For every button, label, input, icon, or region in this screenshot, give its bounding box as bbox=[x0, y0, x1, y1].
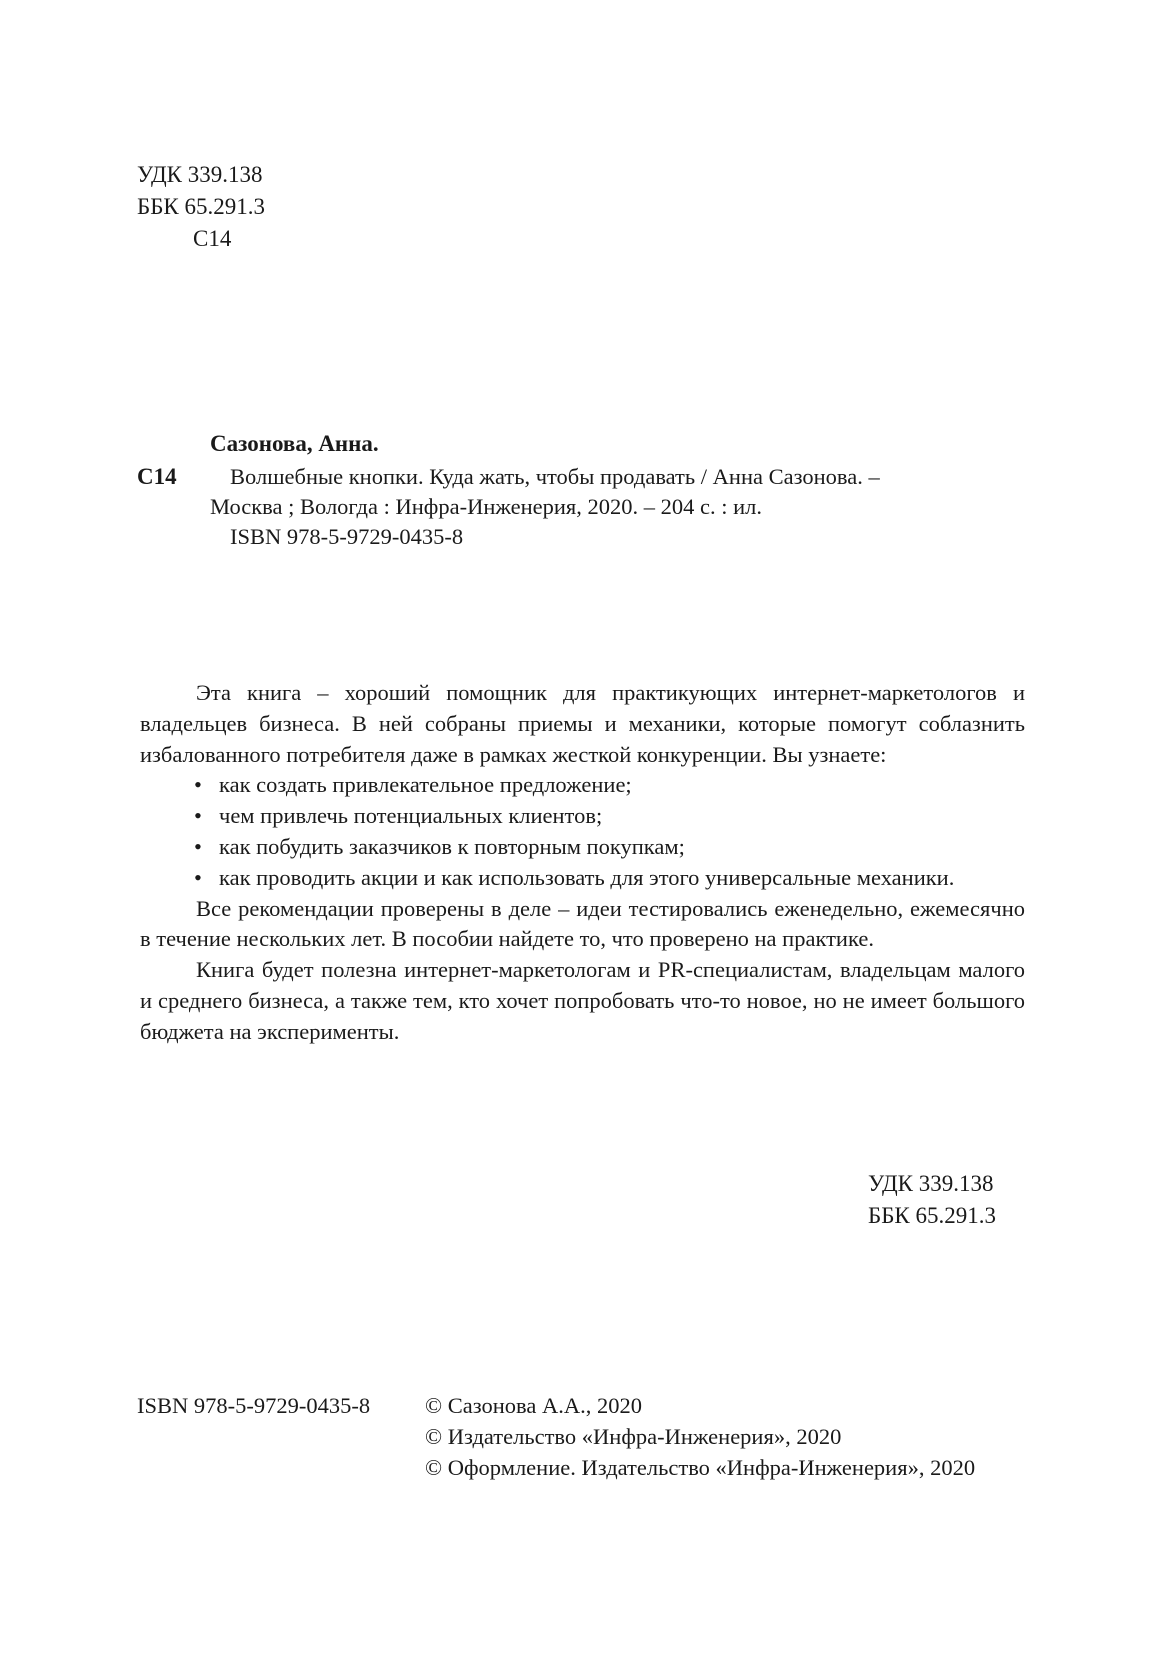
list-item-text: как побудить заказчиков к повторным покупкам; bbox=[219, 833, 685, 859]
list-item-text: как проводить акции и как использовать для этого универсальные механики. bbox=[219, 864, 955, 890]
list-item bbox=[140, 863, 1025, 894]
list-item bbox=[140, 832, 1025, 863]
bullet-icon: • bbox=[194, 772, 202, 798]
record-publication-line: Москва ; Вологда : Инфра-Инженерия, 2020. – 204 с. : ил. bbox=[210, 494, 763, 519]
author-heading: Сазонова, Анна. bbox=[210, 431, 379, 456]
record-title-line: Волшебные кнопки. Куда жать, чтобы продавать / Анна Сазонова. – bbox=[230, 464, 880, 489]
annotation-paragraph-3: Книга будет полезна интернет-маркетологам и PR-специалистам, владельцам малого и среднего бизнеса, а также тем, кто хочет попробовать что-то новое, но не имеет большого бюджета на эксперименты. bbox=[140, 957, 1025, 1044]
annotation-intro: Эта книга – хороший помощник для практикующих интернет-маркетологов и владельцев бизнеса. В ней собраны приемы и механики, которые помогут соблазнить избалованного потребителя даже в рамках жесткой конкуренции. Вы узнаете: bbox=[140, 680, 1025, 767]
copyright-line: © Сазонова А.А., 2020 bbox=[425, 1393, 642, 1418]
annotation-list bbox=[140, 770, 1025, 893]
udk-code: УДК 339.138 bbox=[868, 1171, 994, 1196]
record-isbn: ISBN 978-5-9729-0435-8 bbox=[230, 524, 464, 549]
annotation bbox=[140, 678, 1025, 1048]
bullet-icon: • bbox=[194, 833, 202, 859]
bullet-icon: • bbox=[194, 864, 202, 890]
udk-code: УДК 339.138 bbox=[137, 162, 263, 187]
author-mark: С14 bbox=[193, 226, 232, 251]
copyright-line: © Издательство «Инфра-Инженерия», 2020 bbox=[425, 1424, 842, 1449]
bullet-icon: • bbox=[194, 803, 202, 829]
imprint-isbn: ISBN 978-5-9729-0435-8 bbox=[137, 1393, 371, 1418]
bbk-code: ББК 65.291.3 bbox=[137, 194, 266, 219]
list-item bbox=[140, 801, 1025, 832]
annotation-paragraph-2: Все рекомендации проверены в деле – идеи тестировались еженедельно, ежемесячно в течение нескольких лет. В пособии найдете то, что проверено на практике. bbox=[140, 895, 1025, 952]
copyright-line: © Оформление. Издательство «Инфра-Инженерия», 2020 bbox=[425, 1455, 976, 1480]
bbk-code: ББК 65.291.3 bbox=[868, 1203, 997, 1228]
record-author-mark: С14 bbox=[137, 464, 177, 489]
list-item bbox=[140, 770, 1025, 801]
list-item-text: как создать привлекательное предложение; bbox=[219, 772, 632, 798]
list-item-text: чем привлечь потенциальных клиентов; bbox=[219, 803, 603, 829]
